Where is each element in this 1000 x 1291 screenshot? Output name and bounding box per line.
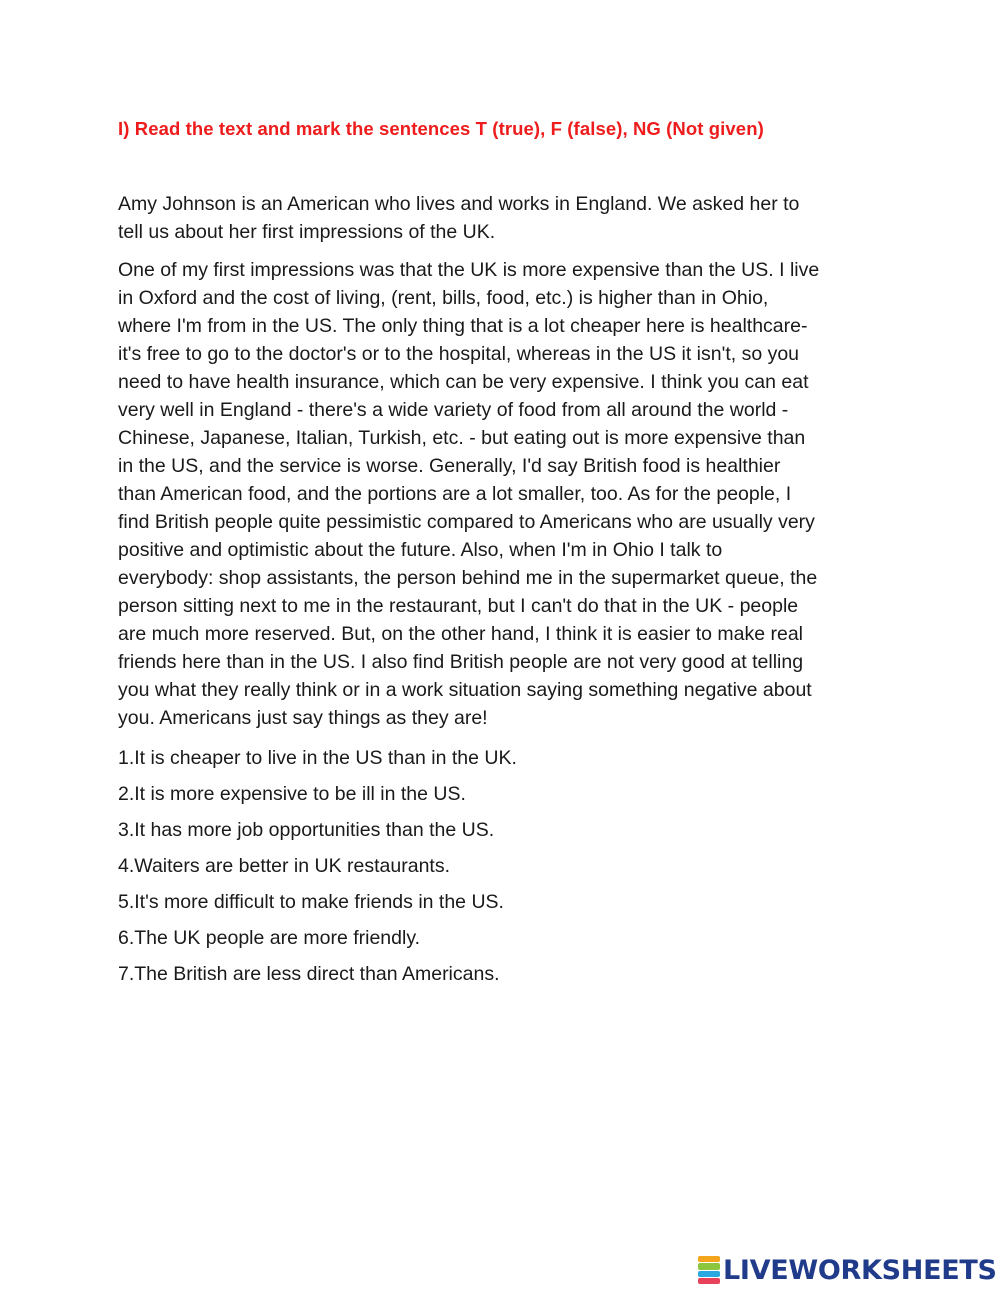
story-line: person sitting next to me in the restaurant, but I can't do that in the UK - people	[118, 595, 799, 617]
intro-line: Amy Johnson is an American who lives and works in England. We asked her to	[118, 193, 800, 215]
story-line: are much more reserved. But, on the other hand, I think it is easier to make real	[118, 623, 804, 645]
story-line: One of my first impressions was that the UK is more expensive than the US. I live	[118, 259, 820, 281]
logo-bar	[698, 1271, 720, 1277]
liveworksheets-icon	[698, 1256, 720, 1284]
story-line: Chinese, Japanese, Italian, Turkish, etc. - but eating out is more expensive than	[118, 427, 806, 449]
logo-bar	[698, 1263, 720, 1269]
story-line: you what they really think or in a work situation saying something negative about	[118, 679, 812, 701]
story-line: in Oxford and the cost of living, (rent, bills, food, etc.) is higher than in Ohio,	[118, 287, 769, 309]
intro-line: tell us about her first impressions of the UK.	[118, 221, 496, 243]
question-item: 5.It's more difficult to make friends in the US.	[118, 891, 504, 913]
story-line: positive and optimistic about the future. Also, when I'm in Ohio I talk to	[118, 539, 723, 561]
question-item: 2.It is more expensive to be ill in the US.	[118, 783, 466, 805]
question-item: 1.It is cheaper to live in the US than in the UK.	[118, 747, 517, 769]
story-line: where I'm from in the US. The only thing that is a lot cheaper here is healthcare-	[118, 315, 808, 337]
instruction-heading: I) Read the text and mark the sentences T (true), F (false), NG (Not given)	[118, 118, 764, 139]
question-item: 6.The UK people are more friendly.	[118, 927, 421, 949]
question-list	[118, 740, 888, 992]
story-line: find British people quite pessimistic compared to Americans who are usually very	[118, 511, 815, 533]
story-line: very well in England - there's a wide variety of food from all around the world -	[118, 399, 789, 421]
story-line: need to have health insurance, which can be very expensive. I think you can eat	[118, 371, 809, 393]
logo-bar	[698, 1278, 720, 1284]
liveworksheets-logo[interactable]	[698, 1254, 997, 1286]
brand-name: LIVEWORKSHEETS	[723, 1254, 997, 1286]
question-item: 4.Waiters are better in UK restaurants.	[118, 855, 450, 877]
story-line: friends here than in the US. I also find British people are not very good at telling	[118, 651, 804, 673]
story-line: than American food, and the portions are a lot smaller, too. As for the people, I	[118, 483, 792, 505]
story-line: in the US, and the service is worse. Generally, I'd say British food is healthier	[118, 455, 781, 477]
question-item: 3.It has more job opportunities than the US.	[118, 819, 495, 841]
story-line: everybody: shop assistants, the person behind me in the supermarket queue, the	[118, 567, 818, 589]
story-line: it's free to go to the doctor's or to the hospital, whereas in the US it isn't, so you	[118, 343, 800, 365]
story-line: you. Americans just say things as they are!	[118, 707, 488, 729]
question-item: 7.The British are less direct than Americans.	[118, 963, 500, 985]
logo-bar	[698, 1256, 720, 1262]
story-paragraph	[118, 256, 888, 732]
intro-paragraph	[118, 190, 888, 246]
